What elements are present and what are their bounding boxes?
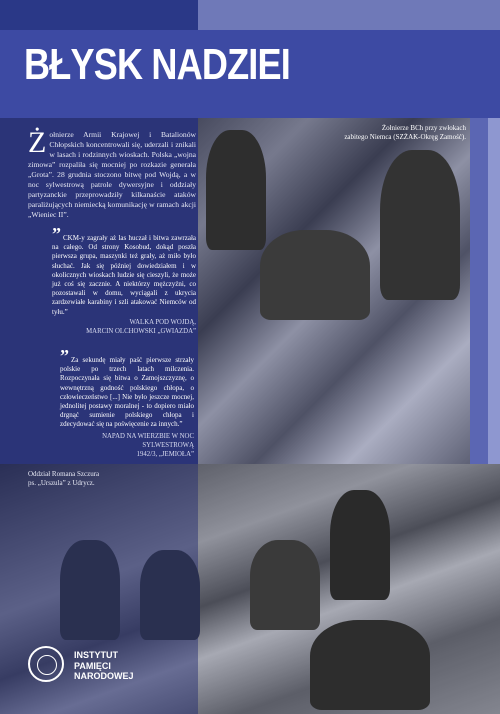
photo-figure — [260, 230, 370, 320]
quote-1-source-line1: WALKA POD WOJDĄ, — [129, 319, 196, 326]
logo-line: NARODOWEJ — [74, 671, 134, 681]
caption-line: Oddział Romana Szczura — [28, 470, 100, 478]
photo-figure — [330, 490, 390, 600]
ipn-logo — [28, 646, 248, 686]
eagle-seal-icon — [28, 646, 64, 682]
quote-mark-icon: ” — [52, 224, 61, 244]
photo-figure — [60, 540, 120, 640]
logo-text — [74, 650, 134, 682]
quote-1-text: CKM-y zagrały aż las huczał i bitwa zawrzała na całego. Od strony Kosobud, dokąd poszła pierwsza grupa, maszynki też grały, aż miło było słuchać. Jak się później dowiedziałem i w okolicznych wioskach ludzie się cieszyli, że może już coś się zacznie. A niektórzy mężczyźni, co pozostawali w domu, wyciągali z ukrycia zardzewiałe karabiny i szli atakować Niemców od tyłu.” — [52, 234, 196, 316]
right-stripe-light — [488, 118, 500, 464]
photo-figure — [250, 540, 320, 630]
quote-2-text: Za sekundę miały paść pierwsze strzały polskie po trzech latach milczenia. Rozpoczynała się bitwa o Zamojszczyznę, o wewnętrzną godność polskiego chłopa, o człowieczeństwo [...] Nie było jeszcze mocnej, jednolitej postawy moralnej - to dopiero miało drgnąć sumienie polskiego chłopa i zdecydować się na poświęcenie za innych.” — [60, 356, 194, 429]
photo-caption-bottom — [28, 470, 188, 488]
photo-caption-top — [328, 124, 466, 142]
logo-line: INSTYTUT — [74, 650, 118, 660]
photo-figure — [310, 620, 430, 710]
quote-1-source-line2: MARCIN OLCHOWSKI „GWIAZDA” — [86, 328, 196, 335]
quote-2-source — [60, 432, 194, 459]
drop-cap: Ż — [28, 126, 47, 159]
quote-2 — [60, 346, 194, 430]
quote-2-source-line1: NAPAD NA WIERZBIE W NOC SYLWESTROWĄ — [102, 433, 194, 449]
photo-figure — [380, 150, 460, 300]
photo-figure — [140, 550, 200, 640]
top-band-light — [198, 0, 500, 30]
logo-line: PAMIĘCI — [74, 660, 111, 671]
page-title: BŁYSK NADZIEI — [24, 40, 290, 89]
caption-line: ps. „Urszula” z Udrycz. — [28, 479, 95, 487]
quote-mark-icon: ” — [60, 346, 69, 366]
caption-line: zabitego Niemca (SZŻAK-Okręg Zamość). — [344, 133, 466, 141]
intro-text: ołnierze Armii Krajowej i Batalionów Chłopskich koncentrowali się, uderzali i znikali w lasach i rodzinnych wioskach. Polska „wojna zimowa” rozpaliła się mocniej po rozkazie generała „Grota”. 28 grudnia stoczono bitwę pod Wojdą, a w noc sylwestrową patrole dywersyjne i oddziały partyzanckie przeprowadziły kilkanaście ataków paraliżujących niemiecką komunikację w ramach akcji „Wieniec II”. — [28, 130, 196, 219]
photo-figure — [206, 130, 266, 250]
intro-paragraph — [28, 126, 196, 220]
quote-2-source-line2: 1942/3, „JEMIOŁA” — [136, 451, 194, 458]
caption-line: Żołnierze BCh przy zwłokach — [381, 124, 466, 132]
quote-1 — [52, 224, 196, 317]
quote-1-source — [52, 318, 196, 336]
